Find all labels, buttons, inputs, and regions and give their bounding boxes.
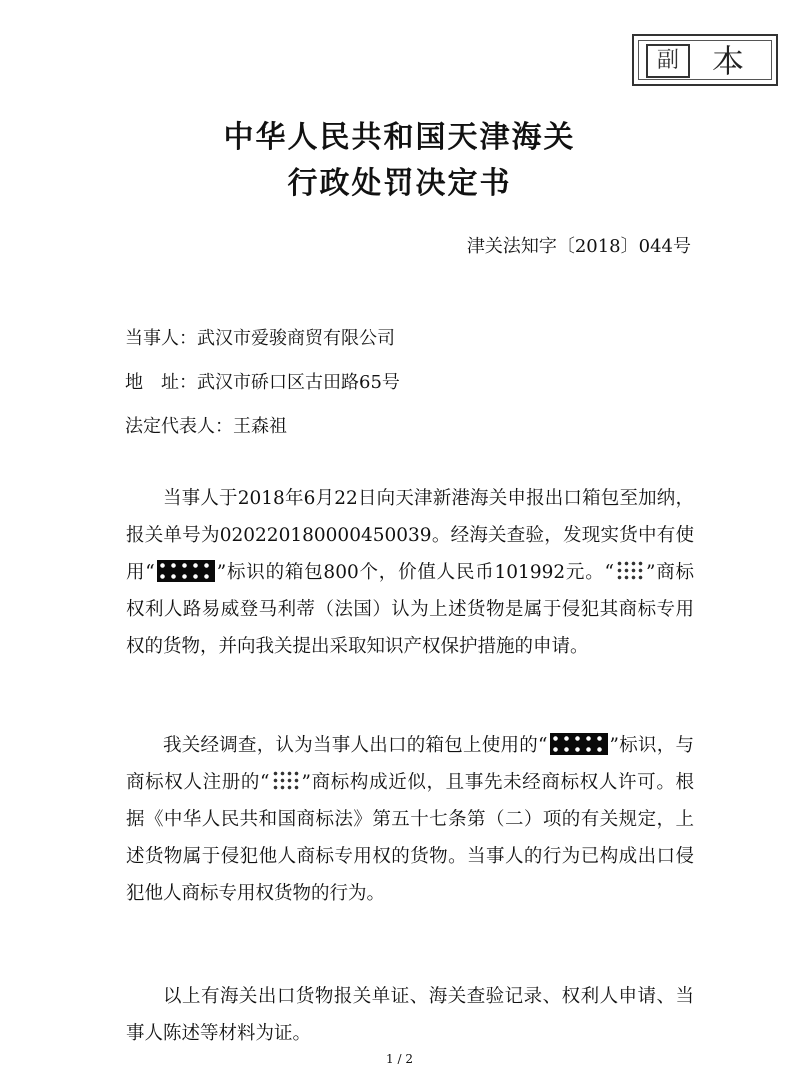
facts-text-a: 当事人于2018年6月22日向天津新港海关申报出口箱包至加纳，报关单号为020220180000450039。经海关查验，发现实货中有使用“: [126, 488, 694, 583]
copy-stamp: [632, 34, 778, 86]
stamp-char-fu: 副: [646, 44, 690, 78]
investigation-text-b: ”标识，与商标权人注册的“: [126, 735, 694, 793]
doc-title-line1: 中华人民共和国天津海关: [223, 120, 576, 155]
paragraph-facts: [126, 480, 694, 665]
stamp-char-ben: 本: [712, 42, 745, 80]
investigation-text-a: 我关经调查，认为当事人出口的箱包上使用的“: [163, 735, 548, 756]
evidence-text: 以上有海关出口货物报关单证、海关查验记录、权利人申请、当事人陈述等材料为证。: [126, 986, 694, 1044]
legal-representative: 法定代表人：王森祖: [125, 416, 287, 437]
investigation-text-c: ”商标构成近似，且事先未经商标权人许可。根据《中华人民共和国商标法》第五十七条第（二）项的有关规定，上述货物属于侵犯他人商标专用权的货物。当事人的行为已构成出口侵犯他人商标专用权货物的行为。: [126, 772, 694, 904]
party-address: 地 址：武汉市硚口区古田路65号: [125, 372, 400, 393]
doc-number: 津关法知字〔2018〕044号: [466, 236, 691, 257]
paragraph-investigation: [126, 727, 694, 912]
facts-text-b: ”标识的箱包800个，价值人民币101992元。“: [216, 562, 614, 583]
page-number: 1 / 2: [386, 1052, 413, 1066]
trademark-logo-light-icon: [616, 560, 644, 582]
paragraph-evidence: [126, 978, 694, 1052]
facts-text-c: ”商标权利人路易威登马利蒂（法国）认为上述货物是属于侵犯其商标专用权的货物，并向我关提出采取知识产权保护措施的申请。: [126, 562, 694, 657]
party-name: 当事人：武汉市爱骏商贸有限公司: [125, 328, 395, 349]
trademark-logo-dark-icon: [157, 560, 215, 582]
doc-title-line2: 行政处罚决定书: [287, 166, 512, 201]
trademark-logo-dark-icon: [550, 733, 608, 755]
trademark-logo-light-icon: [272, 770, 300, 792]
